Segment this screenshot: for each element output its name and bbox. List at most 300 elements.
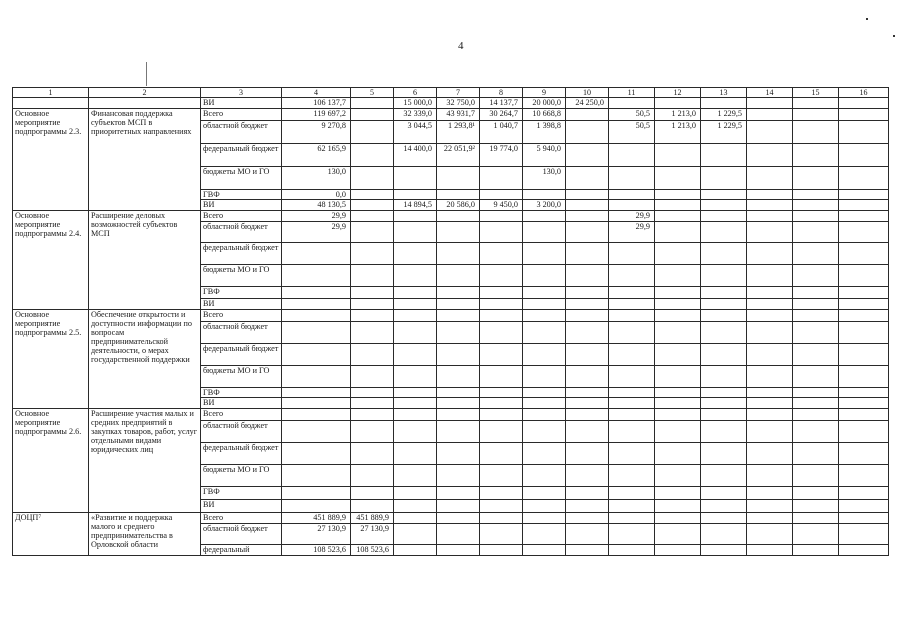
value-cell — [480, 287, 523, 299]
column-number-1: 1 — [13, 88, 89, 98]
value-cell: 22 051,9² — [437, 144, 480, 167]
value-cell: 20 586,0 — [437, 200, 480, 211]
value-cell: 14 400,0 — [394, 144, 437, 167]
scan-speck — [146, 62, 147, 86]
value-cell — [437, 265, 480, 287]
value-cell: 29,9 — [609, 211, 655, 222]
value-cell — [480, 344, 523, 366]
value-cell — [523, 190, 566, 200]
value-cell — [609, 344, 655, 366]
value-cell — [747, 388, 793, 398]
value-cell — [351, 287, 394, 299]
value-cell — [655, 243, 701, 265]
value-cell — [701, 344, 747, 366]
value-cell — [437, 366, 480, 388]
value-cell — [793, 299, 839, 310]
value-cell — [351, 310, 394, 322]
value-cell: 24 250,0 — [566, 98, 609, 109]
value-cell — [655, 222, 701, 243]
page-number: 4 — [458, 40, 464, 52]
value-cell — [437, 487, 480, 500]
value-cell — [566, 167, 609, 190]
value-cell — [609, 287, 655, 299]
value-cell — [609, 409, 655, 421]
value-cell — [351, 409, 394, 421]
value-cell — [609, 144, 655, 167]
value-cell — [701, 409, 747, 421]
value-cell: 29,9 — [282, 222, 351, 243]
value-cell — [351, 421, 394, 443]
value-cell: 32 750,0 — [437, 98, 480, 109]
value-cell — [566, 465, 609, 487]
value-cell — [701, 167, 747, 190]
value-cell — [839, 409, 889, 421]
value-cell — [351, 487, 394, 500]
value-cell — [566, 487, 609, 500]
value-cell — [351, 167, 394, 190]
value-cell — [351, 243, 394, 265]
funding-source-cell: ВИ — [201, 398, 282, 409]
value-cell — [437, 513, 480, 524]
value-cell — [839, 299, 889, 310]
value-cell — [839, 366, 889, 388]
value-cell — [282, 322, 351, 344]
scan-speck — [866, 18, 868, 20]
value-cell: 5 940,0 — [523, 144, 566, 167]
value-cell — [747, 398, 793, 409]
value-cell — [747, 121, 793, 144]
value-cell — [437, 310, 480, 322]
value-cell — [839, 545, 889, 556]
value-cell — [523, 344, 566, 366]
value-cell — [793, 265, 839, 287]
value-cell — [701, 388, 747, 398]
value-cell — [523, 421, 566, 443]
value-cell — [351, 366, 394, 388]
value-cell — [747, 443, 793, 465]
value-cell — [793, 121, 839, 144]
value-cell — [394, 265, 437, 287]
value-cell — [793, 545, 839, 556]
value-cell — [394, 167, 437, 190]
funding-source-cell: бюджеты МО и ГО — [201, 465, 282, 487]
value-cell — [747, 513, 793, 524]
value-cell — [839, 388, 889, 398]
value-cell — [394, 344, 437, 366]
value-cell — [839, 487, 889, 500]
value-cell — [351, 443, 394, 465]
value-cell — [747, 487, 793, 500]
value-cell: 3 044,5 — [394, 121, 437, 144]
value-cell — [566, 409, 609, 421]
value-cell — [793, 98, 839, 109]
value-cell — [793, 243, 839, 265]
value-cell — [351, 200, 394, 211]
value-cell — [609, 299, 655, 310]
value-cell — [394, 465, 437, 487]
value-cell — [609, 167, 655, 190]
value-cell — [480, 322, 523, 344]
value-cell — [793, 222, 839, 243]
value-cell: 19 774,0 — [480, 144, 523, 167]
value-cell: 15 000,0 — [394, 98, 437, 109]
value-cell: 108 523,6 — [351, 545, 394, 556]
value-cell — [747, 409, 793, 421]
value-cell — [480, 190, 523, 200]
measure-name-cell — [13, 98, 89, 109]
value-cell — [566, 500, 609, 513]
value-cell — [480, 487, 523, 500]
value-cell — [655, 98, 701, 109]
value-cell — [566, 388, 609, 398]
value-cell: 27 130,9 — [351, 524, 394, 545]
funding-source-cell: Всего — [201, 109, 282, 121]
value-cell — [655, 211, 701, 222]
value-cell — [609, 545, 655, 556]
value-cell — [839, 398, 889, 409]
value-cell — [701, 513, 747, 524]
funding-source-cell: Всего — [201, 513, 282, 524]
value-cell — [523, 465, 566, 487]
value-cell: 3 200,0 — [523, 200, 566, 211]
funding-source-cell: ГВФ — [201, 388, 282, 398]
value-cell — [839, 167, 889, 190]
value-cell: 119 697,2 — [282, 109, 351, 121]
value-cell — [701, 487, 747, 500]
value-cell — [839, 421, 889, 443]
value-cell — [839, 200, 889, 211]
value-cell — [793, 211, 839, 222]
value-cell — [609, 487, 655, 500]
value-cell — [282, 487, 351, 500]
measure-name-cell: Основное мероприятие подпрограммы 2.4. — [13, 211, 89, 310]
value-cell — [747, 243, 793, 265]
funding-source-cell: Всего — [201, 409, 282, 421]
value-cell: 9 270,8 — [282, 121, 351, 144]
value-cell — [480, 243, 523, 265]
table-row — [13, 310, 889, 322]
funding-source-cell: ВИ — [201, 299, 282, 310]
value-cell — [747, 310, 793, 322]
value-cell — [655, 265, 701, 287]
value-cell — [437, 322, 480, 344]
value-cell — [839, 222, 889, 243]
value-cell — [655, 200, 701, 211]
value-cell — [655, 421, 701, 443]
value-cell — [839, 465, 889, 487]
value-cell — [437, 287, 480, 299]
value-cell — [701, 366, 747, 388]
value-cell — [839, 513, 889, 524]
value-cell — [566, 121, 609, 144]
value-cell — [609, 524, 655, 545]
value-cell — [480, 513, 523, 524]
value-cell — [793, 388, 839, 398]
column-number-8: 8 — [480, 88, 523, 98]
measure-name-cell: Основное мероприятие подпрограммы 2.5. — [13, 310, 89, 409]
value-cell — [793, 398, 839, 409]
value-cell — [394, 500, 437, 513]
value-cell: 10 668,8 — [523, 109, 566, 121]
value-cell — [523, 513, 566, 524]
value-cell — [793, 109, 839, 121]
value-cell — [747, 421, 793, 443]
column-number-7: 7 — [437, 88, 480, 98]
value-cell — [351, 500, 394, 513]
value-cell — [437, 190, 480, 200]
value-cell — [839, 322, 889, 344]
value-cell — [394, 398, 437, 409]
value-cell — [282, 500, 351, 513]
value-cell — [523, 211, 566, 222]
value-cell — [609, 366, 655, 388]
value-cell: 130,0 — [282, 167, 351, 190]
value-cell — [747, 109, 793, 121]
value-cell — [394, 487, 437, 500]
value-cell — [609, 190, 655, 200]
value-cell — [394, 287, 437, 299]
value-cell — [655, 388, 701, 398]
value-cell — [747, 524, 793, 545]
value-cell — [609, 421, 655, 443]
column-number-13: 13 — [701, 88, 747, 98]
value-cell — [566, 366, 609, 388]
value-cell: 106 137,7 — [282, 98, 351, 109]
value-cell — [701, 200, 747, 211]
funding-source-cell: федеральный бюджет — [201, 144, 282, 167]
value-cell — [701, 443, 747, 465]
value-cell — [437, 222, 480, 243]
value-cell — [394, 190, 437, 200]
value-cell — [793, 487, 839, 500]
measure-description-cell: Расширение участия малых и средних предприятий в закупках товаров, работ, услуг отдельными видами юридических лиц — [89, 409, 201, 513]
value-cell: 1 229,5 — [701, 109, 747, 121]
value-cell — [793, 443, 839, 465]
funding-source-cell: ВИ — [201, 98, 282, 109]
value-cell — [701, 222, 747, 243]
value-cell — [437, 545, 480, 556]
value-cell — [523, 443, 566, 465]
value-cell — [351, 322, 394, 344]
value-cell — [793, 287, 839, 299]
value-cell — [480, 299, 523, 310]
measure-name-cell: Основное мероприятие подпрограммы 2.3. — [13, 109, 89, 211]
value-cell — [609, 388, 655, 398]
value-cell: 14 137,7 — [480, 98, 523, 109]
value-cell — [655, 322, 701, 344]
value-cell — [480, 398, 523, 409]
value-cell — [655, 299, 701, 310]
funding-source-cell: областной бюджет — [201, 524, 282, 545]
value-cell — [394, 299, 437, 310]
value-cell — [523, 322, 566, 344]
value-cell — [747, 98, 793, 109]
value-cell — [437, 465, 480, 487]
value-cell — [839, 98, 889, 109]
value-cell: 62 165,9 — [282, 144, 351, 167]
funding-source-cell: ГВФ — [201, 287, 282, 299]
measure-description-cell — [89, 98, 201, 109]
value-cell — [609, 465, 655, 487]
value-cell — [609, 200, 655, 211]
value-cell — [701, 190, 747, 200]
value-cell: 1 213,0 — [655, 121, 701, 144]
value-cell — [566, 545, 609, 556]
value-cell — [394, 310, 437, 322]
value-cell — [747, 465, 793, 487]
value-cell — [437, 409, 480, 421]
measure-description-cell: Расширение деловых возможностей субъектов МСП — [89, 211, 201, 310]
value-cell — [747, 366, 793, 388]
value-cell — [839, 443, 889, 465]
value-cell — [701, 287, 747, 299]
value-cell — [793, 144, 839, 167]
value-cell — [480, 500, 523, 513]
value-cell — [701, 398, 747, 409]
value-cell — [747, 299, 793, 310]
value-cell: 1 398,8 — [523, 121, 566, 144]
value-cell — [839, 211, 889, 222]
value-cell — [523, 388, 566, 398]
value-cell — [437, 388, 480, 398]
value-cell — [747, 500, 793, 513]
column-number-15: 15 — [793, 88, 839, 98]
value-cell — [566, 443, 609, 465]
value-cell — [480, 524, 523, 545]
value-cell: 1 229,5 — [701, 121, 747, 144]
value-cell — [394, 524, 437, 545]
value-cell — [566, 144, 609, 167]
value-cell — [566, 287, 609, 299]
value-cell: 29,9 — [609, 222, 655, 243]
value-cell — [523, 287, 566, 299]
value-cell — [747, 167, 793, 190]
value-cell — [437, 500, 480, 513]
value-cell — [437, 299, 480, 310]
value-cell — [701, 545, 747, 556]
value-cell — [523, 500, 566, 513]
column-number-4: 4 — [282, 88, 351, 98]
value-cell — [566, 211, 609, 222]
value-cell — [282, 299, 351, 310]
value-cell — [609, 398, 655, 409]
value-cell — [701, 211, 747, 222]
measure-description-cell: Обеспечение открытости и доступности информации по вопросам предпринимательской деятельности, о мерах государственной поддержки — [89, 310, 201, 409]
table-row — [13, 211, 889, 222]
value-cell — [282, 398, 351, 409]
value-cell — [394, 545, 437, 556]
column-number-14: 14 — [747, 88, 793, 98]
value-cell — [566, 265, 609, 287]
funding-source-cell: областной бюджет — [201, 222, 282, 243]
value-cell — [839, 500, 889, 513]
value-cell — [655, 487, 701, 500]
value-cell — [609, 443, 655, 465]
value-cell — [523, 409, 566, 421]
value-cell — [282, 443, 351, 465]
funding-source-cell: ВИ — [201, 500, 282, 513]
value-cell — [655, 366, 701, 388]
value-cell — [566, 344, 609, 366]
value-cell — [394, 421, 437, 443]
value-cell — [523, 524, 566, 545]
value-cell — [655, 310, 701, 322]
value-cell — [655, 190, 701, 200]
value-cell — [523, 310, 566, 322]
value-cell — [839, 121, 889, 144]
value-cell — [480, 366, 523, 388]
value-cell: 1 213,0 — [655, 109, 701, 121]
value-cell — [437, 211, 480, 222]
value-cell — [655, 287, 701, 299]
value-cell — [437, 167, 480, 190]
value-cell — [609, 265, 655, 287]
value-cell — [282, 265, 351, 287]
value-cell — [839, 190, 889, 200]
value-cell — [747, 287, 793, 299]
column-number-10: 10 — [566, 88, 609, 98]
value-cell — [394, 222, 437, 243]
funding-source-cell: ВИ — [201, 200, 282, 211]
value-cell — [655, 545, 701, 556]
value-cell — [747, 211, 793, 222]
value-cell — [839, 144, 889, 167]
value-cell — [701, 310, 747, 322]
value-cell — [839, 109, 889, 121]
value-cell — [282, 310, 351, 322]
value-cell — [566, 322, 609, 344]
value-cell: 451 889,9 — [282, 513, 351, 524]
value-cell — [793, 409, 839, 421]
value-cell — [480, 222, 523, 243]
value-cell — [351, 465, 394, 487]
value-cell — [437, 524, 480, 545]
funding-source-cell: Всего — [201, 310, 282, 322]
value-cell — [655, 344, 701, 366]
value-cell — [566, 513, 609, 524]
value-cell — [351, 265, 394, 287]
value-cell — [351, 211, 394, 222]
value-cell — [655, 409, 701, 421]
value-cell — [655, 500, 701, 513]
measure-description-cell: Финансовая поддержка субъектов МСП в приоритетных направлениях — [89, 109, 201, 211]
value-cell: 0,0 — [282, 190, 351, 200]
value-cell — [351, 299, 394, 310]
value-cell — [523, 265, 566, 287]
table-row — [13, 98, 889, 109]
value-cell — [523, 243, 566, 265]
value-cell: 29,9 — [282, 211, 351, 222]
value-cell — [480, 409, 523, 421]
value-cell — [480, 310, 523, 322]
value-cell — [480, 211, 523, 222]
value-cell — [480, 167, 523, 190]
table-row — [13, 409, 889, 421]
funding-source-cell: бюджеты МО и ГО — [201, 366, 282, 388]
table-row — [13, 109, 889, 121]
value-cell — [480, 421, 523, 443]
funding-source-cell: федеральный бюджет — [201, 344, 282, 366]
value-cell — [480, 545, 523, 556]
value-cell — [394, 243, 437, 265]
value-cell — [839, 243, 889, 265]
value-cell — [655, 144, 701, 167]
value-cell — [701, 265, 747, 287]
value-cell: 32 339,0 — [394, 109, 437, 121]
value-cell: 48 130,5 — [282, 200, 351, 211]
value-cell — [566, 243, 609, 265]
value-cell — [609, 322, 655, 344]
